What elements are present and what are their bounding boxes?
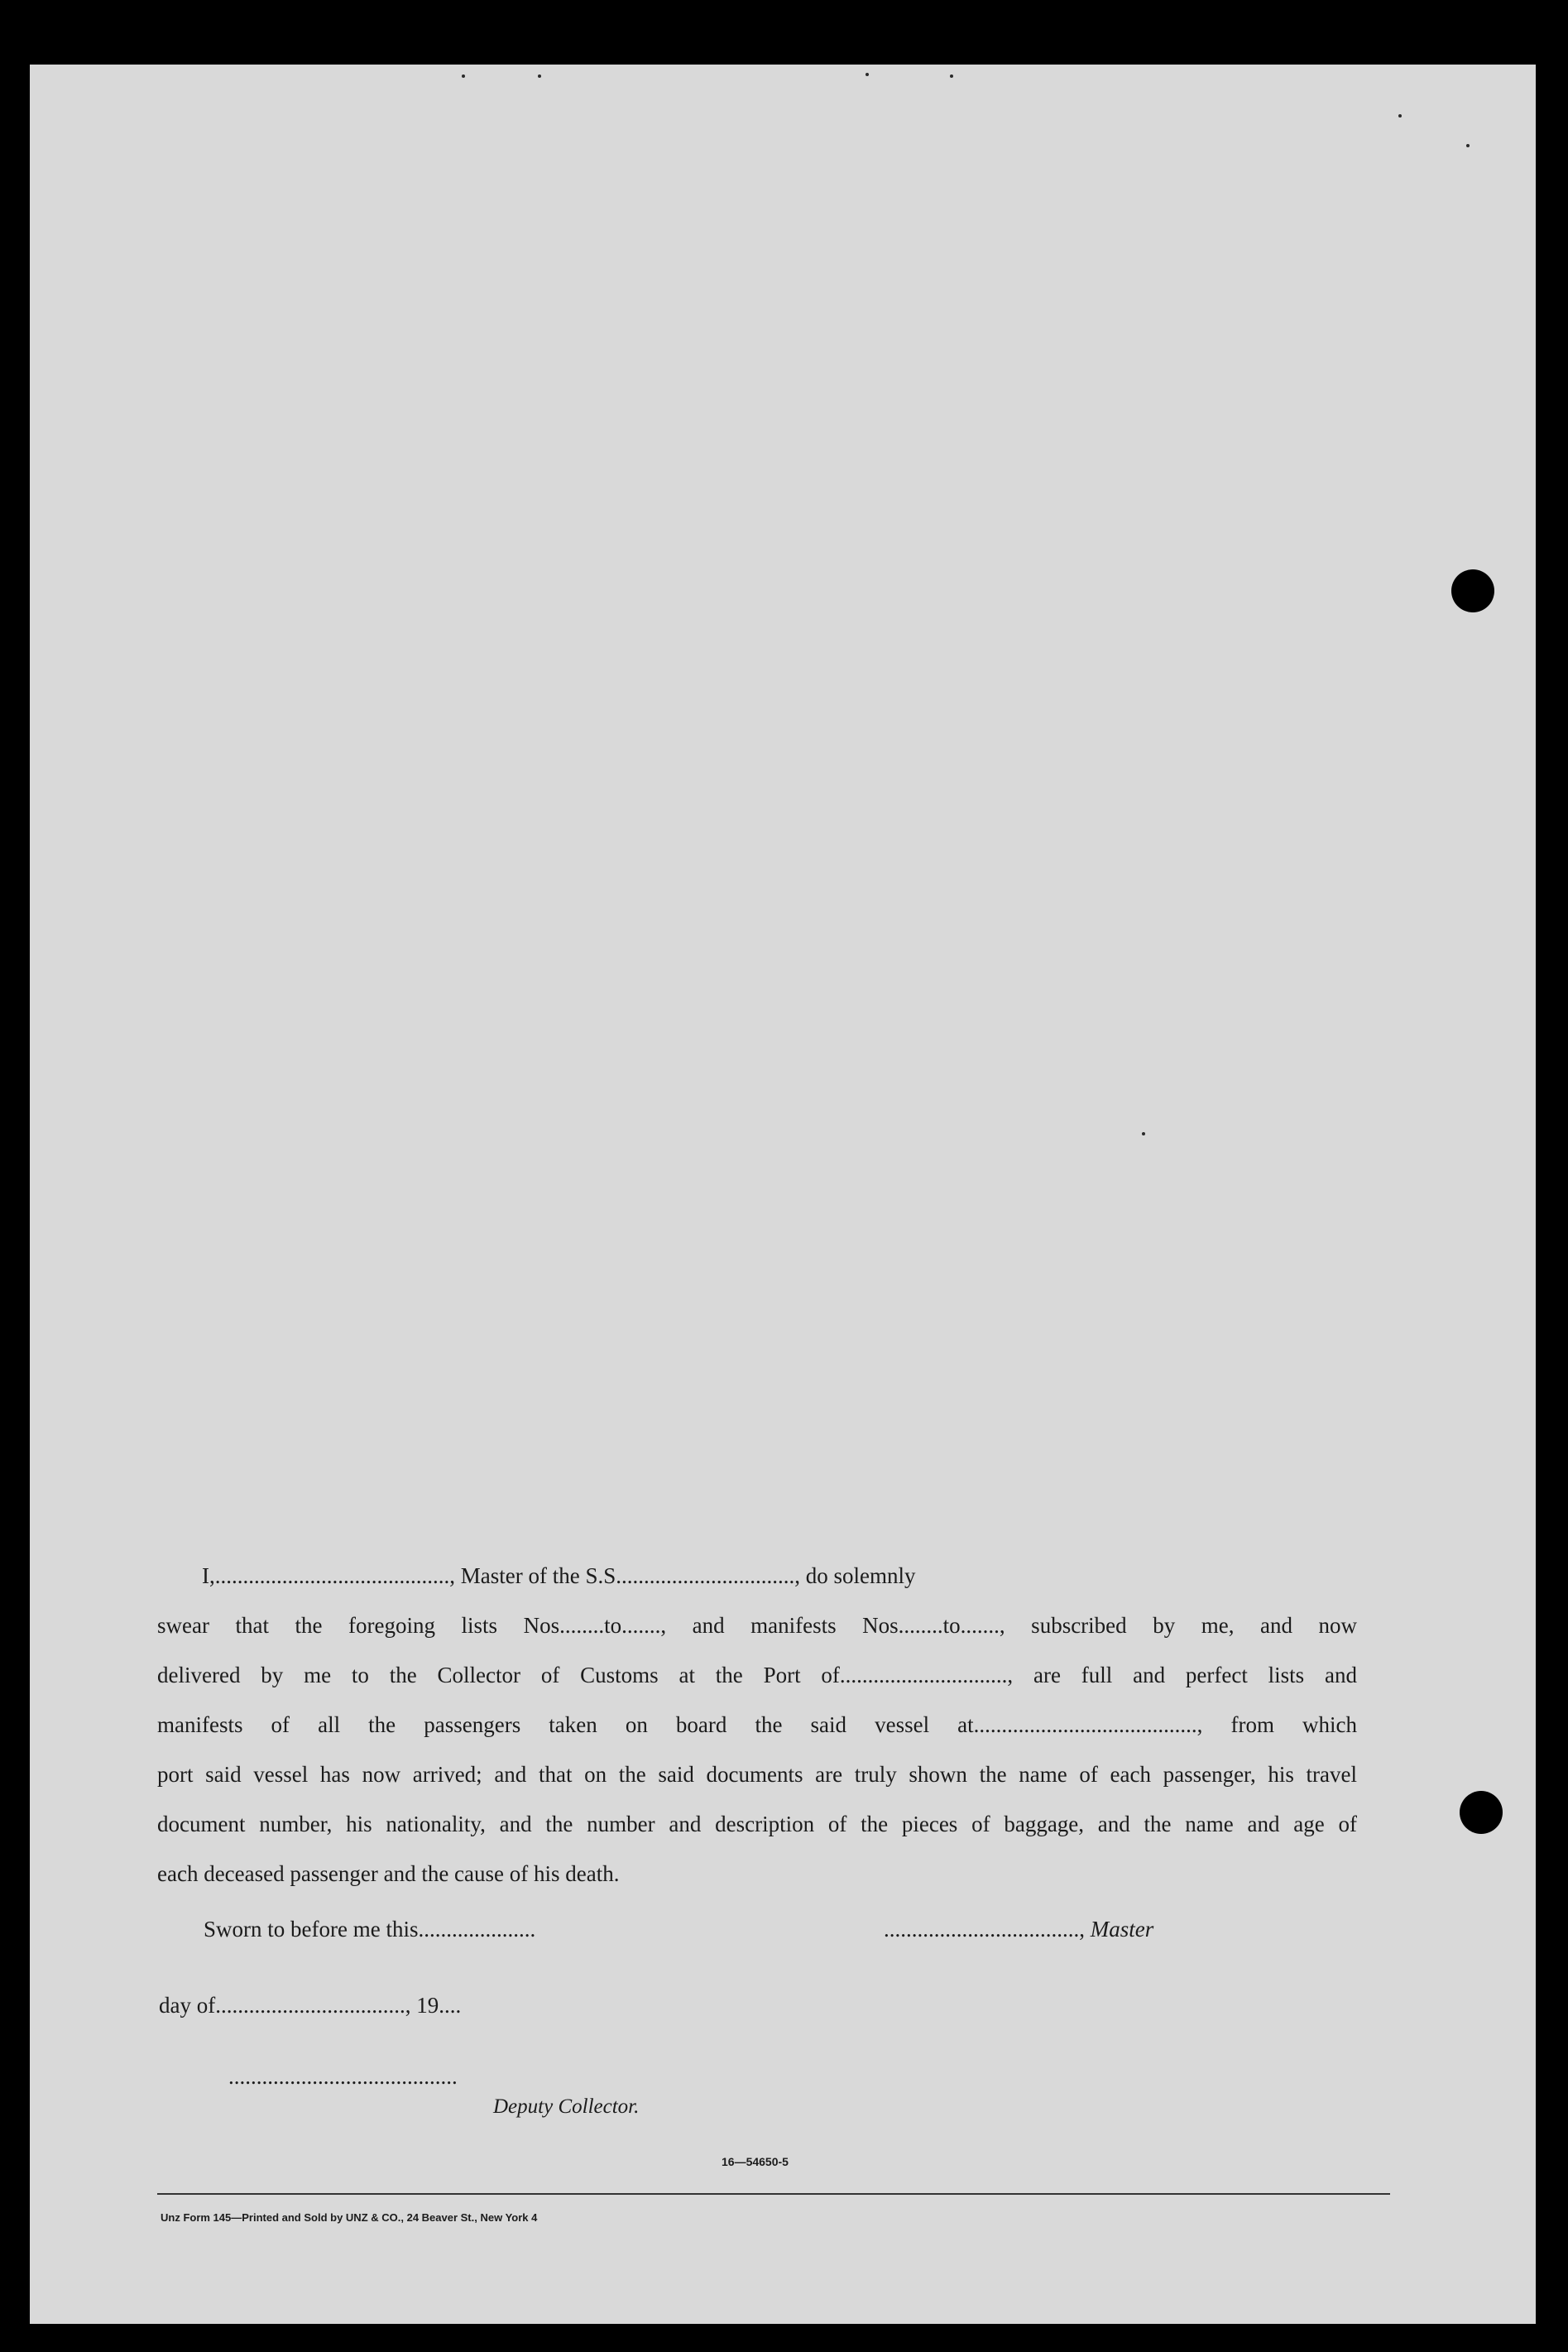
punch-hole-top: [1451, 569, 1494, 612]
scan-speck: [950, 74, 953, 78]
scan-speck: [1142, 1132, 1145, 1135]
scan-speck: [462, 74, 465, 78]
scan-speck: [538, 74, 541, 78]
sworn-line: Sworn to before me this.....................: [204, 1917, 536, 1942]
scan-speck: [1466, 144, 1470, 147]
day-of-line: day of.................................., 19....: [159, 1993, 462, 2018]
oath-line-4: manifests of all the passengers taken on board the said vessel at........................................, from which: [157, 1712, 1357, 1737]
oath-line-7: each deceased passenger and the cause of his death.: [157, 1861, 620, 1886]
printer-imprint: Unz Form 145—Printed and Sold by UNZ & CO., 24 Beaver St., New York 4: [161, 2211, 538, 2224]
oath-line-1: I,.........................................., Master of the S.S................................, do solemnly: [202, 1563, 916, 1588]
scan-speck: [1398, 114, 1402, 118]
oath-line-3: delivered by me to the Collector of Customs at the Port of.............................., are full and perfect lists and: [157, 1663, 1357, 1687]
oath-line-5: port said vessel has now arrived; and that on the said documents are truly shown the name of each passenger, his travel: [157, 1762, 1357, 1787]
oath-line-2: swear that the foregoing lists Nos........to......., and manifests Nos........to......., subscribed by me, and now: [157, 1613, 1357, 1638]
deputy-collector-label: Deputy Collector.: [493, 2095, 640, 2118]
form-number: 16—54650-5: [722, 2155, 789, 2168]
deputy-collector-signature-line: .........................................: [228, 2064, 458, 2089]
document-sheet: [30, 65, 1536, 2324]
oath-line-6: document number, his nationality, and the number and description of the pieces of baggage, and the name and age of: [157, 1812, 1357, 1836]
scan-speck: [866, 73, 869, 76]
master-signature-line: ..................................., Master: [884, 1917, 1154, 1942]
master-label: Master: [1090, 1917, 1154, 1942]
footer-rule: [157, 2193, 1390, 2195]
